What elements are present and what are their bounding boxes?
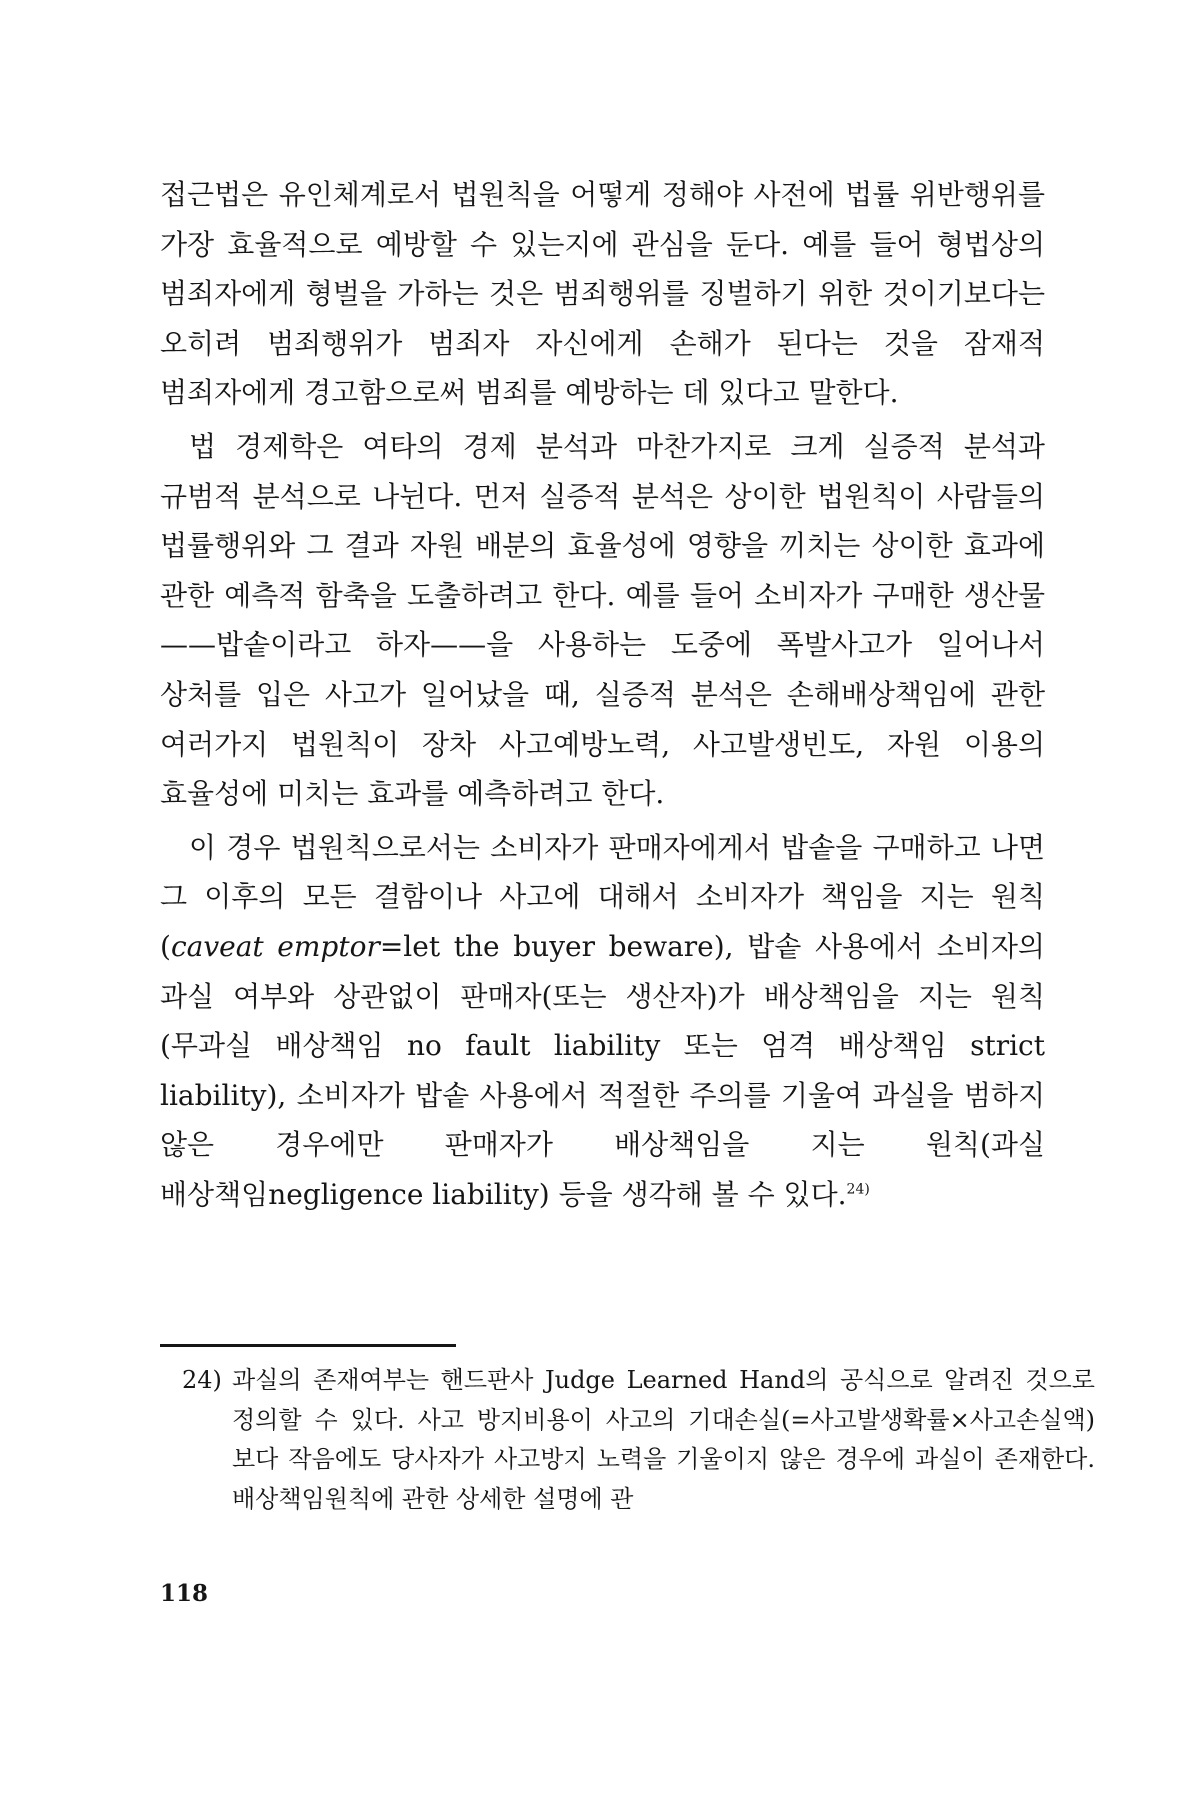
footnote-24 [182,1361,1095,1519]
paragraph-2: 법 경제학은 여타의 경제 분석과 마찬가지로 크게 실증적 분석과 규범적 분석으로 나뉜다. 먼저 실증적 분석은 상이한 법원칙이 사람들의 법률행위와 그 결과 자원 배분의 효율성에 영향을 끼치는 상이한 효과에 관한 예측적 함축을 도출하려고 한다. 예를 들어 소비자가 구매한 생산물——밥솥이라고 하자——을 사용하는 도중에 폭발사고가 일어나서 상처를 입은 사고가 일어났을 때, 실증적 분석은 손해배상책임에 관한 여러가지 법원칙이 장차 사고예방노력, 사고발생빈도, 자원 이용의 효율성에 미치는 효과를 예측하려고 한다. [160,429,1045,811]
footnote-reference[interactable]: 24) [846,1181,870,1198]
paragraph-3 [160,823,1045,1220]
page-number: 118 [160,1580,209,1607]
body-text [160,170,1045,1219]
footnote-number: 24) [182,1366,222,1394]
footnote-text: 과실의 존재여부는 핸드판사 Judge Learned Hand의 공식으로 알려진 것으로 정의할 수 있다. 사고 방지비용이 사고의 기대손실(=사고발생확률×사고손실액)보다 작음에도 당사자가 사고방지 노력을 기울이지 않은 경우에 과실이 존재한다. 배상책임원칙에 관한 상세한 설명에 관 [232,1366,1095,1513]
caveat-emptor-term: caveat emptor [170,929,380,963]
paragraph-3-text-b: =let the buyer beware), 밥솥 사용에서 소비자의 과실 여부와 상관없이 판매자(또는 생산자)가 배상책임을 지는 원칙(무과실 배상책임 no fault liability 또는 엄격 배상책임 strict liability), 소비자가 밥솥 사용에서 적절한 주의를 기울여 과실을 범하지 않은 경우에만 판매자가 배상책임을 지는 원칙(과실 배상책임negligence liability) 등을 생각해 볼 수 있다. [160,929,1045,1211]
footnote-divider [160,1344,456,1347]
paragraph-1: 접근법은 유인체계로서 법원칙을 어떻게 정해야 사전에 법률 위반행위를 가장 효율적으로 예방할 수 있는지에 관심을 둔다. 예를 들어 형법상의 범죄자에게 형벌을 가하는 것은 범죄행위를 징벌하기 위한 것이기보다는 오히려 범죄행위가 범죄자 자신에게 손해가 된다는 것을 잠재적 범죄자에게 경고함으로써 범죄를 예방하는 데 있다고 말한다. [160,178,1045,410]
paragraph-3-text-a: 이 경우 법원칙으로서는 소비자가 판매자에게서 밥솥을 구매하고 나면 그 이후의 모든 결함이나 사고에 대해서 소비자가 책임을 지는 원칙( [160,830,1045,963]
